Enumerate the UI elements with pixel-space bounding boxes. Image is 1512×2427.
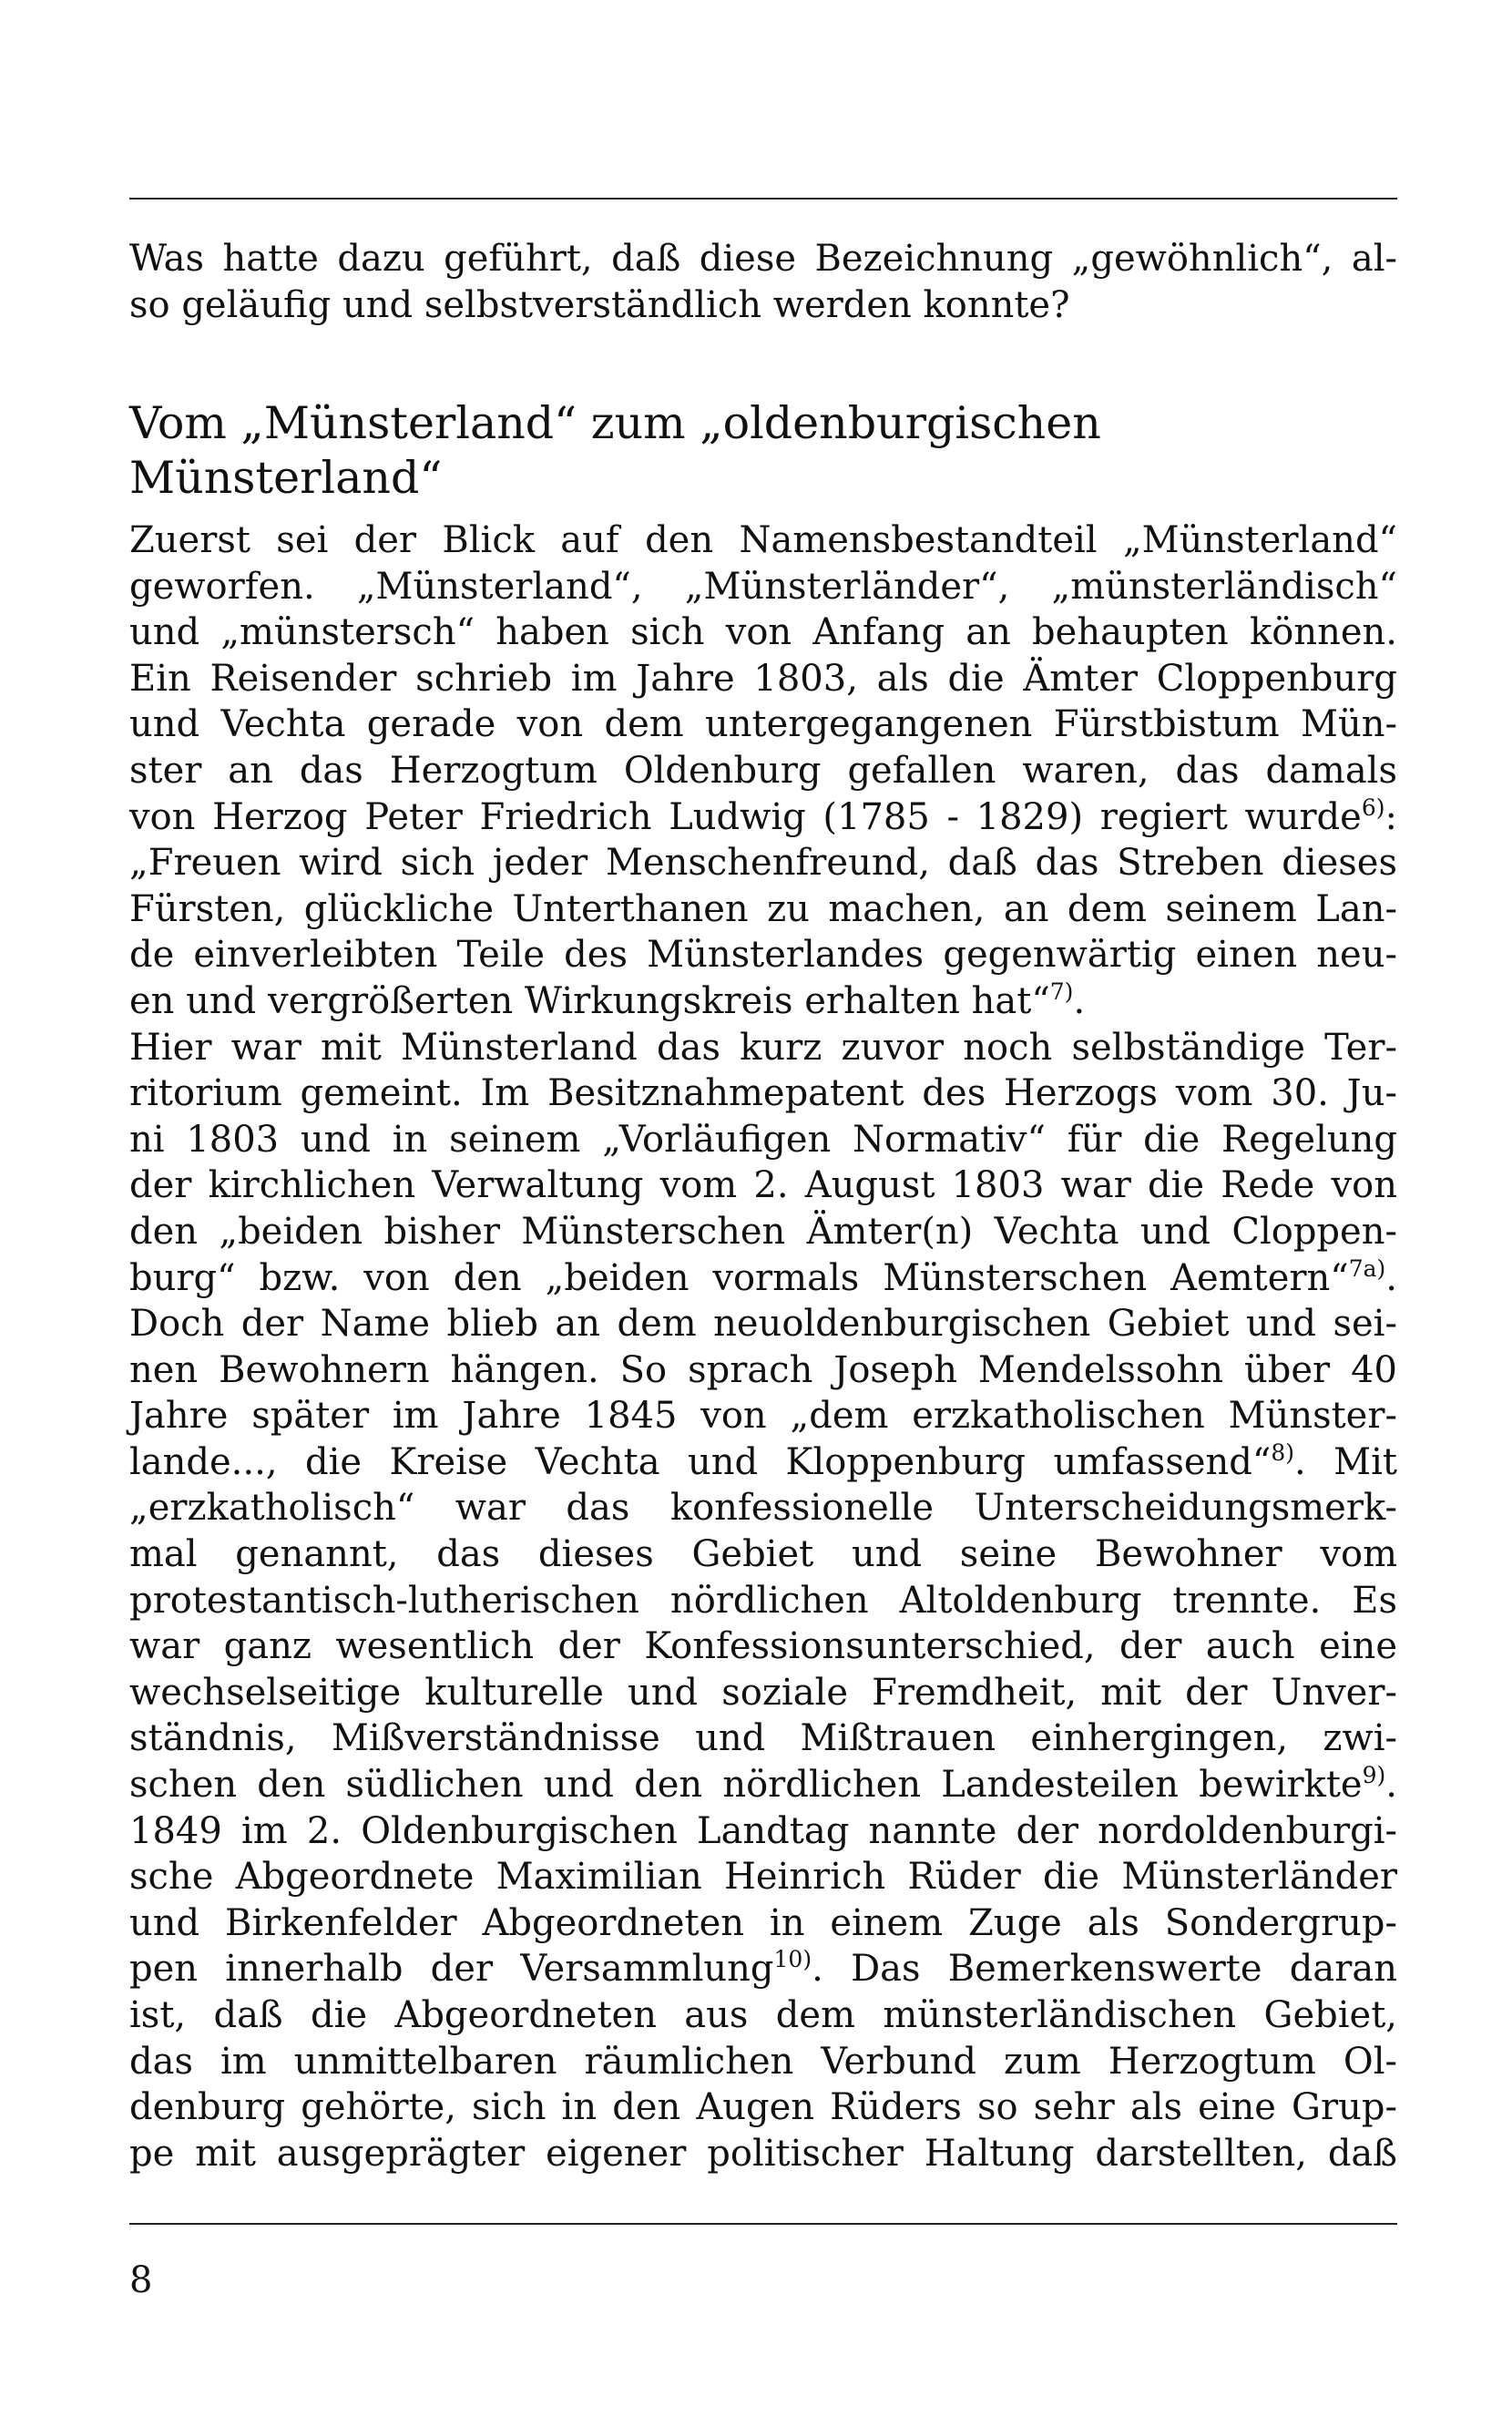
text-line: pe mit ausgeprägter eigener politischer Haltung darstellten, daß bbox=[129, 2132, 1397, 2175]
page-number: 8 bbox=[129, 2259, 153, 2301]
line-text: lande..., die Kreise Vechta und Kloppenburg umfassend“ bbox=[129, 1440, 1272, 1483]
body-paragraph bbox=[129, 517, 1397, 2176]
footnote-ref: 6) bbox=[1361, 794, 1385, 821]
text-line bbox=[129, 1439, 1397, 1486]
text-line: sche Abgeordnete Maximilian Heinrich Rüder die Münsterländer bbox=[129, 1856, 1397, 1899]
footnote-ref: 8) bbox=[1271, 1439, 1295, 1466]
text-line: Zuerst sei der Blick auf den Namensbestandteil „Münsterland“ bbox=[129, 519, 1397, 561]
text-line: Fürsten, glückliche Unterthanen zu machen, an dem seinem Lan- bbox=[129, 887, 1397, 930]
top-rule bbox=[129, 198, 1397, 200]
text-line: das im unmittelbaren räumlichen Verbund zum Herzogtum Ol- bbox=[129, 2040, 1397, 2083]
text-line: und Birkenfelder Abgeordneten in einem Zuge als Sondergrup- bbox=[129, 1901, 1397, 1944]
text-line: nen Bewohnern hängen. So sprach Joseph Mendelssohn über 40 bbox=[129, 1348, 1397, 1391]
text-line bbox=[129, 1946, 1397, 1992]
line-end: . bbox=[1385, 1256, 1397, 1299]
text-line: und Vechta gerade von dem untergegangenen Fürstbistum Mün- bbox=[129, 703, 1397, 746]
text-line: ständnis, Mißverständnisse und Mißtrauen einhergingen, zwi- bbox=[129, 1717, 1397, 1760]
text-line bbox=[129, 1762, 1397, 1808]
text-line: geworfen. „Münsterland“, „Münsterländer“, „münsterländisch“ bbox=[129, 565, 1397, 608]
line-text: schen den südlichen und den nördlichen Landesteilen bewirkte bbox=[129, 1764, 1363, 1807]
bottom-rule bbox=[129, 2223, 1397, 2225]
text-line: mal genannt, das dieses Gebiet und seine Bewohner vom bbox=[129, 1533, 1397, 1576]
text-line: Ein Reisender schrieb im Jahre 1803, als die Ämter Cloppenburg bbox=[129, 657, 1397, 700]
text-line: war ganz wesentlich der Konfessionsunterschied, der auch eine bbox=[129, 1625, 1397, 1668]
heading-line: Münsterland“ bbox=[129, 452, 443, 504]
text-line: den „beiden bisher Münsterschen Ämter(n) Vechta und Cloppen- bbox=[129, 1210, 1397, 1253]
heading-line: Vom „Münsterland“ zum „oldenburgischen bbox=[129, 397, 1101, 449]
footnote-ref: 10) bbox=[773, 1946, 812, 1973]
text-line: so geläufig und selbstverständlich werden konnte? bbox=[129, 283, 1070, 326]
text-line bbox=[129, 978, 1397, 1025]
text-line: Hier war mit Münsterland das kurz zuvor noch selbständige Ter- bbox=[129, 1026, 1397, 1069]
text-line: Doch der Name blieb an dem neuoldenburgischen Gebiet und sei- bbox=[129, 1303, 1397, 1346]
text-line: wechselseitige kulturelle und soziale Fremdheit, mit der Unver- bbox=[129, 1671, 1397, 1714]
text-line: „Freuen wird sich jeder Menschenfreund, daß das Streben dieses bbox=[129, 842, 1397, 885]
line-text: en und vergrößerten Wirkungskreis erhalten hat“ bbox=[129, 979, 1050, 1022]
line-end: . Mit bbox=[1294, 1440, 1397, 1483]
line-text: von Herzog Peter Friedrich Ludwig (1785 - 1829) regiert wurde bbox=[129, 795, 1362, 838]
text-line: der kirchlichen Verwaltung vom 2. August 1803 war die Rede von bbox=[129, 1164, 1397, 1207]
intro-paragraph bbox=[129, 236, 1397, 328]
section-heading bbox=[129, 396, 1397, 506]
text-line bbox=[129, 1255, 1397, 1302]
line-end: . bbox=[1073, 979, 1086, 1022]
text-line: ni 1803 und in seinem „Vorläufigen Normativ“ für die Regelung bbox=[129, 1118, 1397, 1161]
text-line: ritorium gemeint. Im Besitznahmepatent des Herzogs vom 30. Ju- bbox=[129, 1072, 1397, 1115]
text-line: protestantisch-lutherischen nördlichen Altoldenburg trennte. Es bbox=[129, 1579, 1397, 1622]
text-line: ster an das Herzogtum Oldenburg gefallen waren, das damals bbox=[129, 749, 1397, 792]
line-text: pen innerhalb der Versammlung bbox=[129, 1948, 774, 1991]
text-line: „erzkatholisch“ war das konfessionelle Unterscheidungsmerk- bbox=[129, 1487, 1397, 1530]
text-line: ist, daß die Abgeordneten aus dem münsterländischen Gebiet, bbox=[129, 1994, 1397, 2036]
text-line: 1849 im 2. Oldenburgischen Landtag nannte der nordoldenburgi- bbox=[129, 1809, 1397, 1852]
line-text: burg“ bzw. von den „beiden vormals Münsterschen Aemtern“ bbox=[129, 1256, 1349, 1299]
text-line: und „münstersch“ haben sich von Anfang an behaupten können. bbox=[129, 611, 1397, 654]
line-end: . Das Bemerkenswerte daran bbox=[812, 1948, 1397, 1991]
text-line: Was hatte dazu geführt, daß diese Bezeichnung „gewöhnlich“, al- bbox=[129, 238, 1397, 280]
footnote-ref: 9) bbox=[1362, 1762, 1386, 1789]
text-line bbox=[129, 794, 1397, 841]
line-end: : bbox=[1384, 795, 1397, 838]
text-line: denburg gehörte, sich in den Augen Rüders so sehr als eine Grup- bbox=[129, 2086, 1397, 2129]
text-line: de einverleibten Teile des Münsterlandes gegenwärtig einen neu- bbox=[129, 934, 1397, 977]
footnote-ref: 7) bbox=[1049, 978, 1074, 1005]
footnote-ref: 7a) bbox=[1348, 1254, 1386, 1282]
line-end: . bbox=[1385, 1764, 1397, 1807]
text-line: Jahre später im Jahre 1845 von „dem erzkatholischen Münster- bbox=[129, 1395, 1397, 1438]
